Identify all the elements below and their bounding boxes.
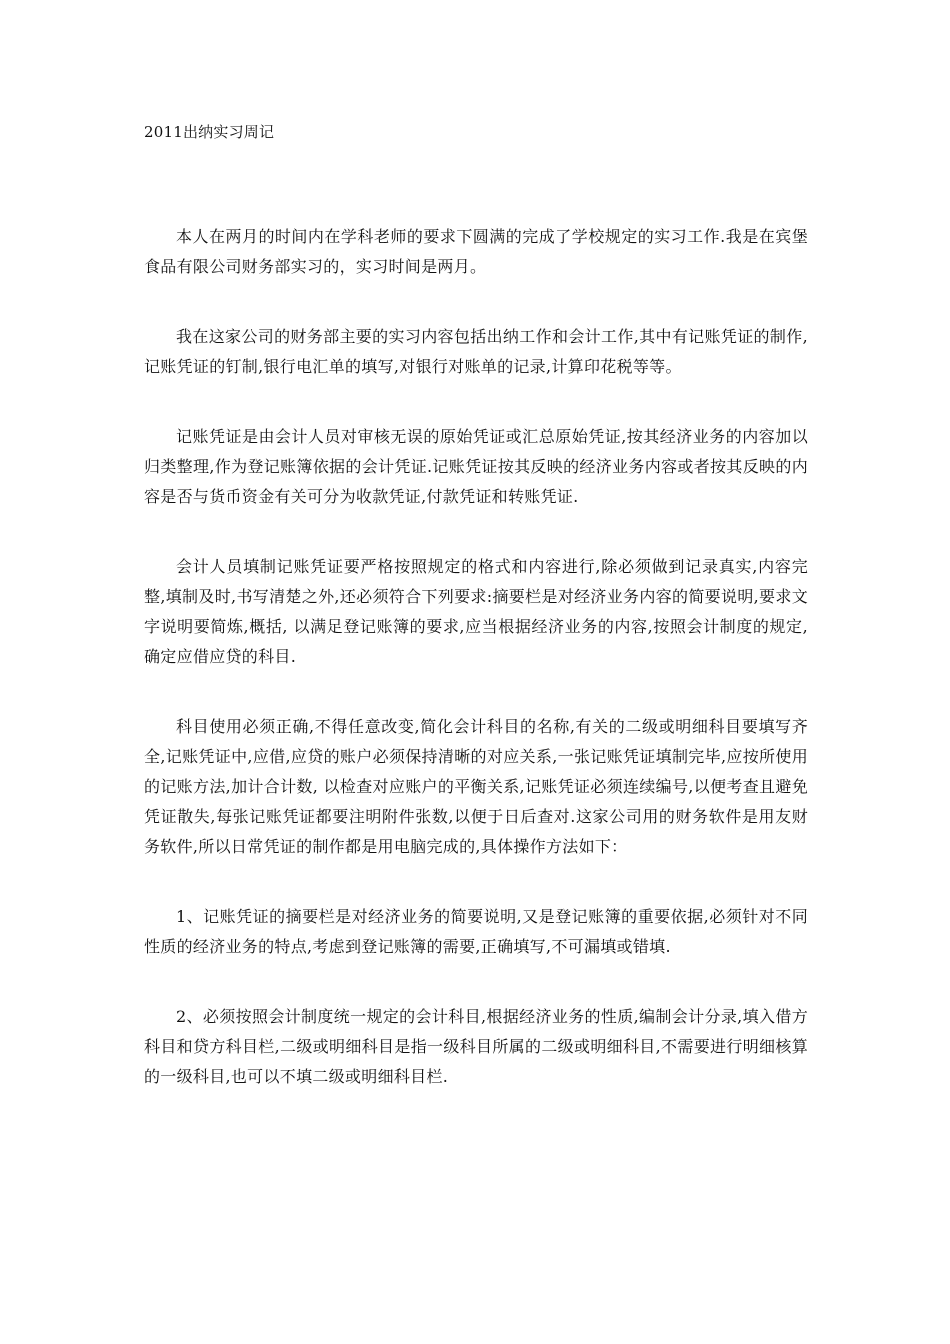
paragraph-account-usage: 科目使用必须正确,不得任意改变,简化会计科目的名称,有关的二级或明细科目要填写齐全,记账凭证中,应借,应贷的账户必须保持清晰的对应关系,一张记账凭证填制完毕,应按所使用的记账方法,加计合计数, 以检查对应账户的平衡关系,记账凭证必须连续编号,以便考查且避免凭证散失,每张记账凭证都要注明附件张数,以便于日后查对.这家公司用的财务软件是用友财务软件,所以日常凭证的制作都是用电脑完成的,具体操作方法如下： [144,717,808,856]
document-body [144,222,808,1132]
paragraph-step-2: 2、必须按照会计制度统一规定的会计科目,根据经济业务的性质,编制会计分录,填入借方科目和贷方科目栏,二级或明细科目是指一级科目所属的二级或明细科目,不需要进行明细核算的一级科目,也可以不填二级或明细科目栏. [144,1007,808,1086]
paragraph-voucher-requirements: 会计人员填制记账凭证要严格按照规定的格式和内容进行,除必须做到记录真实,内容完整,填制及时,书写清楚之外,还必须符合下列要求:摘要栏是对经济业务内容的简要说明,要求文字说明要简炼,概括, 以满足登记账簿的要求,应当根据经济业务的内容,按照会计制度的规定,确定应借应贷的科目. [144,557,808,666]
paragraph-internship-content: 我在这家公司的财务部主要的实习内容包括出纳工作和会计工作,其中有记账凭证的制作,记账凭证的钉制,银行电汇单的填写,对银行对账单的记录,计算印花税等等。 [144,327,808,376]
paragraph-voucher-definition: 记账凭证是由会计人员对审核无误的原始凭证或汇总原始凭证,按其经济业务的内容加以归类整理,作为登记账簿依据的会计凭证.记账凭证按其反映的经济业务内容或者按其反映的内容是否与货币资金有关可分为收款凭证,付款凭证和转账凭证. [144,427,808,506]
paragraph-step-1: 1、记账凭证的摘要栏是对经济业务的简要说明,又是登记账簿的重要依据,必须针对不同性质的经济业务的特点,考虑到登记账簿的需要,正确填写,不可漏填或错填. [144,907,808,956]
paragraph-intro: 本人在两月的时间内在学科老师的要求下圆满的完成了学校规定的实习工作.我是在宾堡食品有限公司财务部实习的，实习时间是两月。 [144,227,808,276]
document-title: 2011出纳实习周记 [144,123,275,141]
